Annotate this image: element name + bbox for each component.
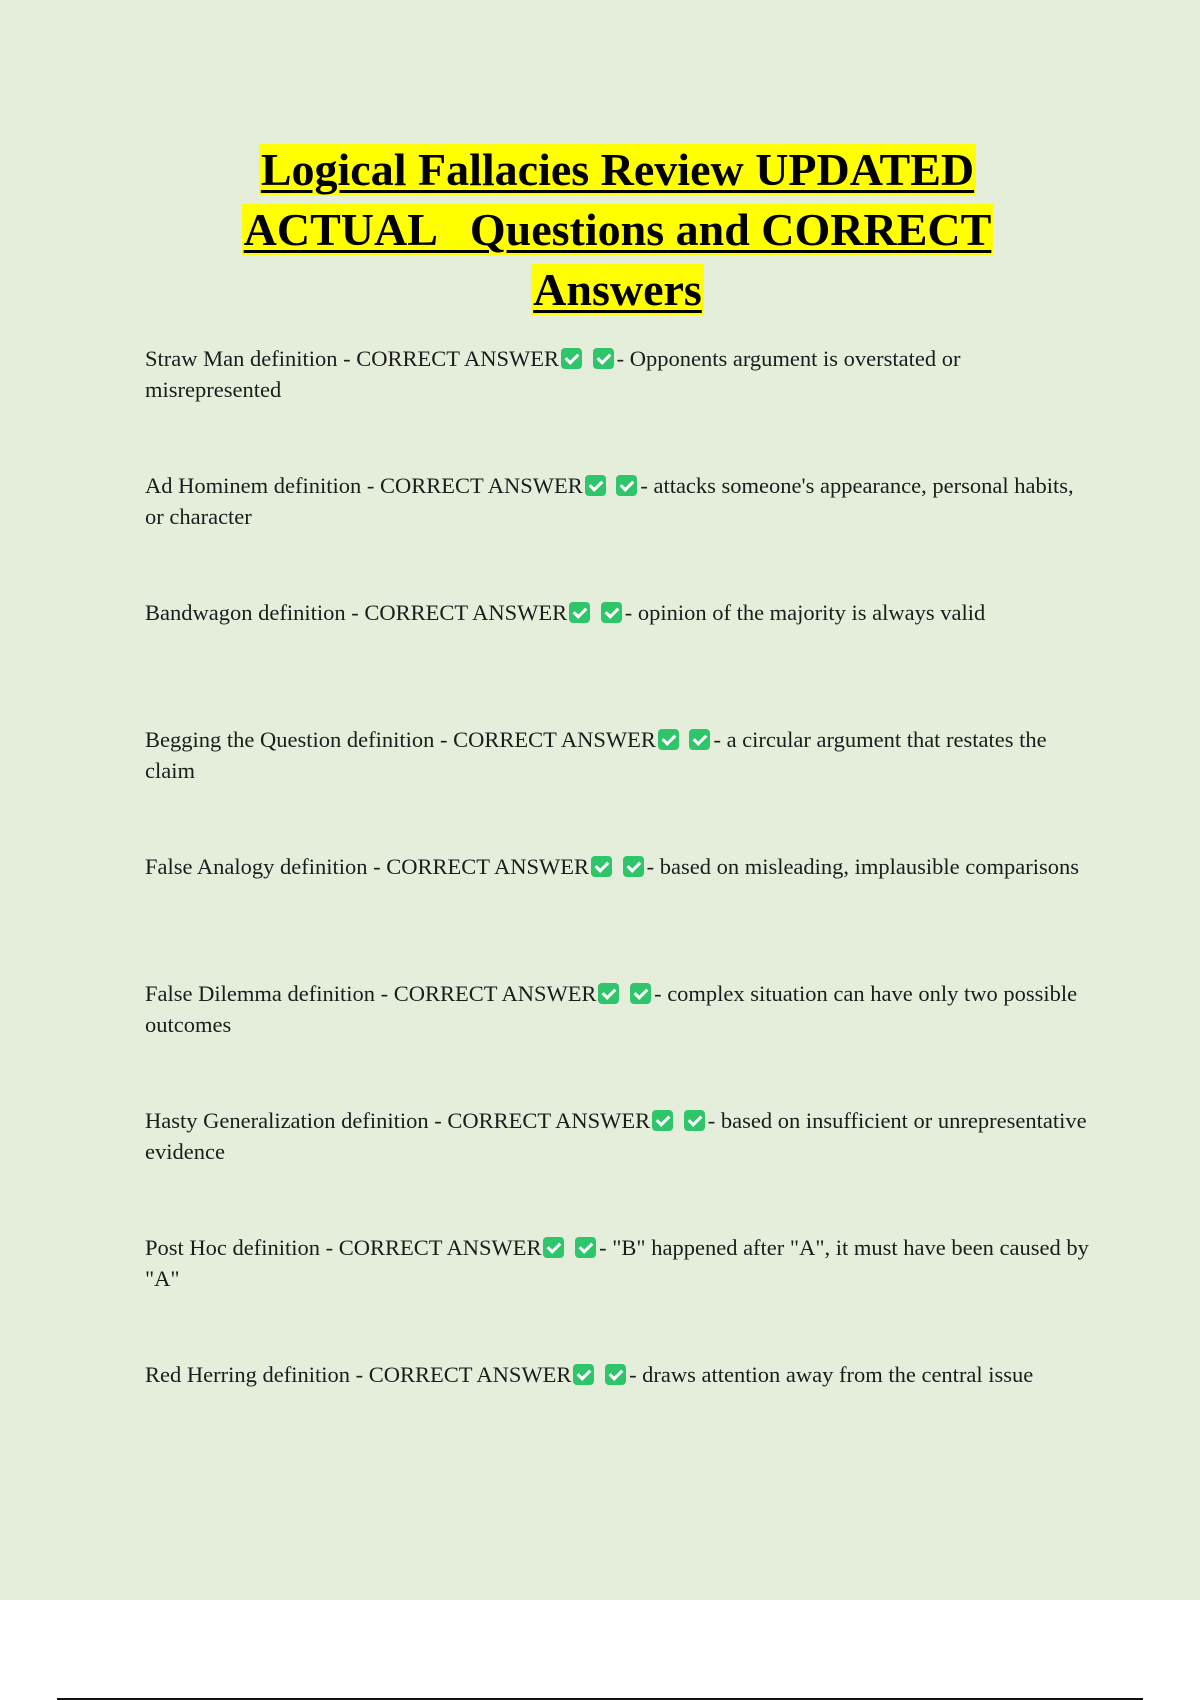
checkmark-icon	[684, 1110, 705, 1131]
qa-entry	[145, 1359, 1090, 1486]
entry-term: Hasty Generalization definition - CORRECT ANSWER	[145, 1108, 651, 1133]
qa-entry	[145, 851, 1090, 978]
checkmark-icon	[573, 1364, 594, 1385]
checkmark-icon	[689, 729, 710, 750]
entry-term: False Dilemma definition - CORRECT ANSWER	[145, 981, 597, 1006]
checkmark-icon	[605, 1364, 626, 1385]
entry-definition: - draws attention away from the central issue	[629, 1362, 1034, 1387]
document-title	[180, 140, 1055, 320]
entry-term: Bandwagon definition - CORRECT ANSWER	[145, 600, 568, 625]
title-line: ACTUAL Questions and CORRECT	[243, 204, 992, 255]
entry-definition: - "B" happened after "A", it must have been caused by "A"	[145, 1235, 1089, 1291]
entry-term: Post Hoc definition - CORRECT ANSWER	[145, 1235, 542, 1260]
qa-entry	[145, 978, 1090, 1105]
checkmark-icon	[630, 983, 651, 1004]
checkmark-icon	[585, 475, 606, 496]
entry-term: False Analogy definition - CORRECT ANSWER	[145, 854, 589, 879]
entry-definition: - based on insufficient or unrepresentative evidence	[145, 1108, 1087, 1164]
entry-term: Straw Man definition - CORRECT ANSWER	[145, 346, 559, 371]
entry-definition: - Opponents argument is overstated or misrepresented	[145, 346, 961, 402]
checkmark-icon	[593, 348, 614, 369]
title-line: Logical Fallacies Review UPDATED	[260, 144, 975, 195]
entry-definition: - attacks someone's appearance, personal habits, or character	[145, 473, 1074, 529]
entry-definition: - complex situation can have only two possible outcomes	[145, 981, 1078, 1037]
checkmark-icon	[591, 856, 612, 877]
entry-term: Red Herring definition - CORRECT ANSWER	[145, 1362, 572, 1387]
entry-definition: - opinion of the majority is always valid	[624, 600, 986, 625]
checkmark-icon	[652, 1110, 673, 1131]
checkmark-icon	[601, 602, 622, 623]
checkmark-icon	[569, 602, 590, 623]
title-line: Answers	[533, 264, 702, 315]
entry-definition: - based on misleading, implausible comparisons	[646, 854, 1080, 879]
checkmark-icon	[575, 1237, 596, 1258]
checkmark-icon	[658, 729, 679, 750]
checkmark-icon	[616, 475, 637, 496]
qa-entry	[145, 724, 1090, 851]
qa-list	[145, 343, 1090, 1486]
checkmark-icon	[598, 983, 619, 1004]
qa-entry	[145, 597, 1090, 724]
entry-definition: - a circular argument that restates the claim	[145, 727, 1047, 783]
qa-entry	[145, 343, 1090, 470]
qa-entry	[145, 1232, 1090, 1359]
checkmark-icon	[623, 856, 644, 877]
qa-entry	[145, 470, 1090, 597]
checkmark-icon	[543, 1237, 564, 1258]
entry-term: Begging the Question definition - CORRECT ANSWER	[145, 727, 656, 752]
qa-entry	[145, 1105, 1090, 1232]
entry-term: Ad Hominem definition - CORRECT ANSWER	[145, 473, 583, 498]
checkmark-icon	[561, 348, 582, 369]
